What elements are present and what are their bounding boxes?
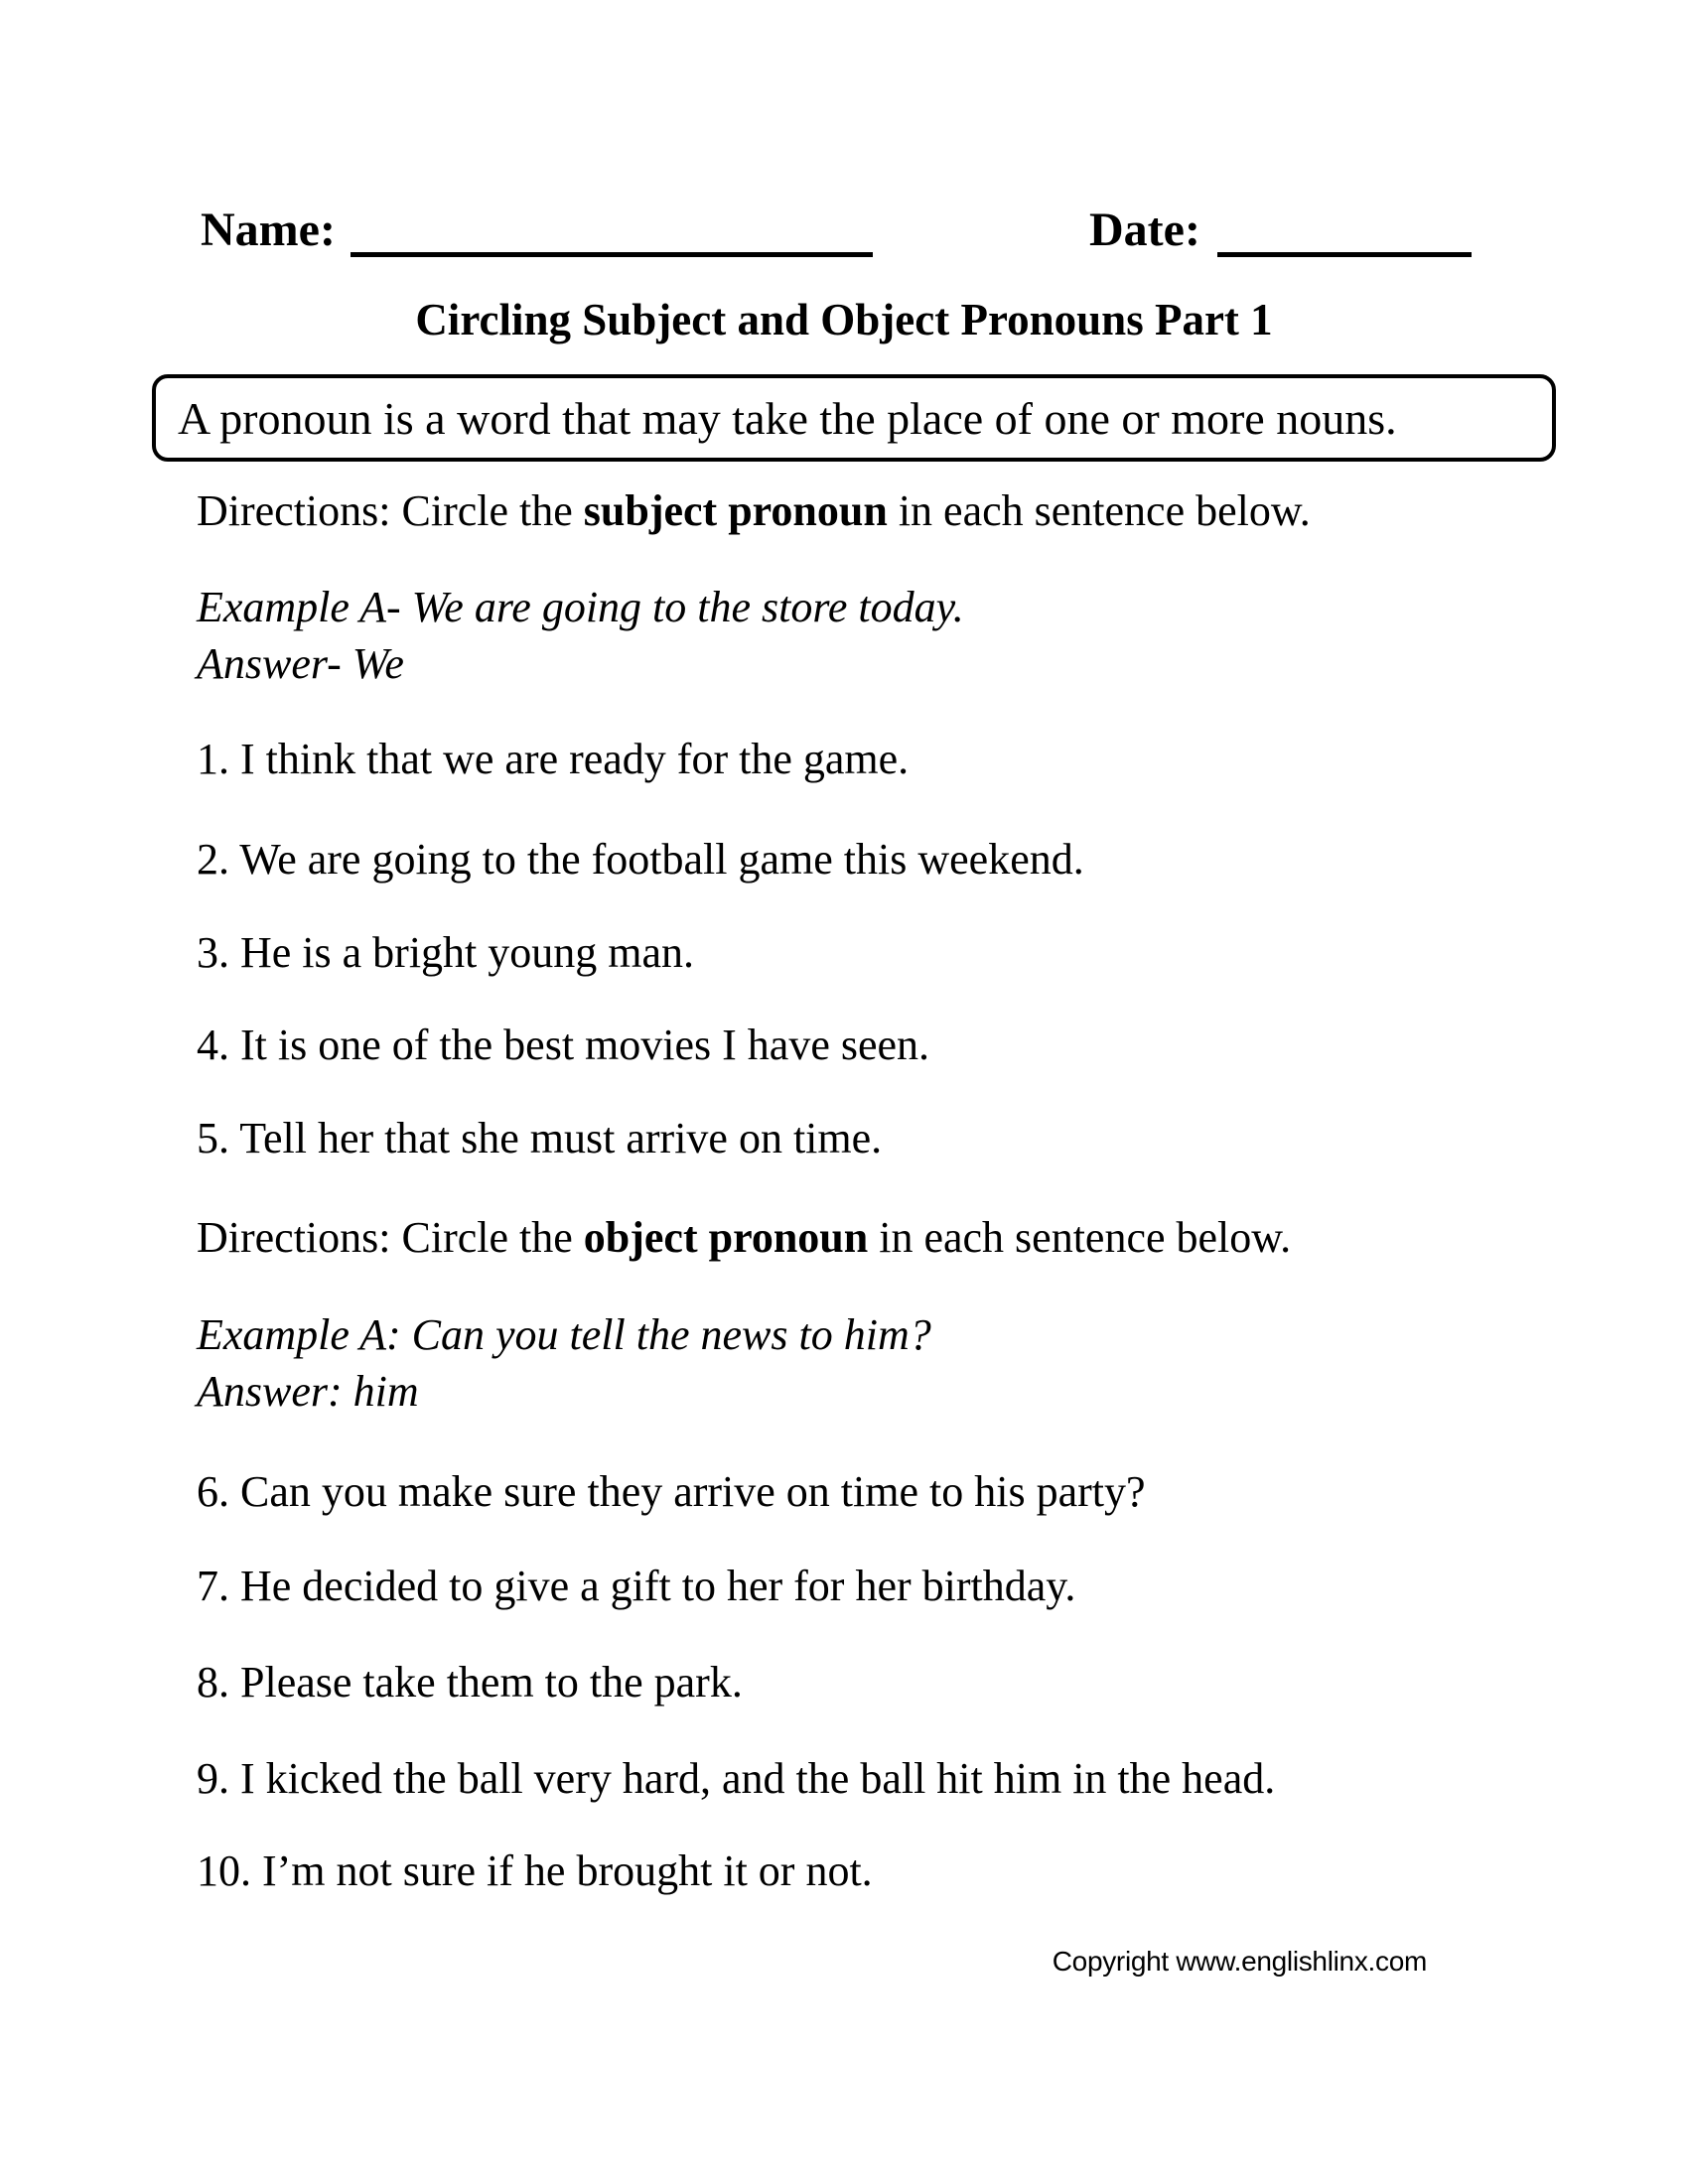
example-line-object: Example A: Can you tell the news to him? — [197, 1310, 931, 1359]
directions-object-pronoun — [197, 1212, 1291, 1264]
worksheet-item-8: 8. Please take them to the park. — [197, 1658, 743, 1706]
worksheet-item-3: 3. He is a bright young man. — [197, 928, 695, 977]
directions-prefix: Directions: Circle the — [197, 486, 584, 535]
worksheet-item-4: 4. It is one of the best movies I have seen. — [197, 1021, 930, 1069]
date-label: Date: — [1089, 204, 1200, 256]
worksheet-item-5: 5. Tell her that she must arrive on time. — [197, 1114, 883, 1162]
answer-line-object: Answer: him — [197, 1367, 419, 1416]
worksheet-item-7: 7. He decided to give a gift to her for her birthday. — [197, 1562, 1076, 1610]
directions-subject-pronoun — [197, 485, 1311, 537]
worksheet-item-2: 2. We are going to the football game this weekend. — [197, 835, 1084, 884]
directions-emphasis: object pronoun — [583, 1213, 869, 1262]
worksheet-item-6: 6. Can you make sure they arrive on time to his party? — [197, 1467, 1146, 1516]
copyright-text: Copyright www.englishlinx.com — [1052, 1946, 1427, 1977]
definition-box — [152, 374, 1556, 462]
definition-text: A pronoun is a word that may take the place of one or more nouns. — [178, 392, 1397, 444]
directions-emphasis: subject pronoun — [583, 486, 888, 535]
directions-suffix: in each sentence below. — [887, 486, 1311, 535]
page-title: Circling Subject and Object Pronouns Part 1 — [415, 295, 1273, 344]
answer-line-subject: Answer- We — [197, 639, 404, 688]
name-blank-line — [351, 252, 873, 257]
example-line-subject: Example A- We are going to the store today. — [197, 583, 964, 631]
date-blank-line — [1217, 252, 1472, 257]
worksheet-item-10: 10. I’m not sure if he brought it or not. — [197, 1846, 873, 1895]
worksheet-item-9: 9. I kicked the ball very hard, and the ball hit him in the head. — [197, 1754, 1276, 1803]
name-label: Name: — [201, 204, 336, 256]
directions-prefix: Directions: Circle the — [197, 1213, 584, 1262]
worksheet-item-1: 1. I think that we are ready for the game. — [197, 735, 910, 783]
directions-suffix: in each sentence below. — [868, 1213, 1292, 1262]
